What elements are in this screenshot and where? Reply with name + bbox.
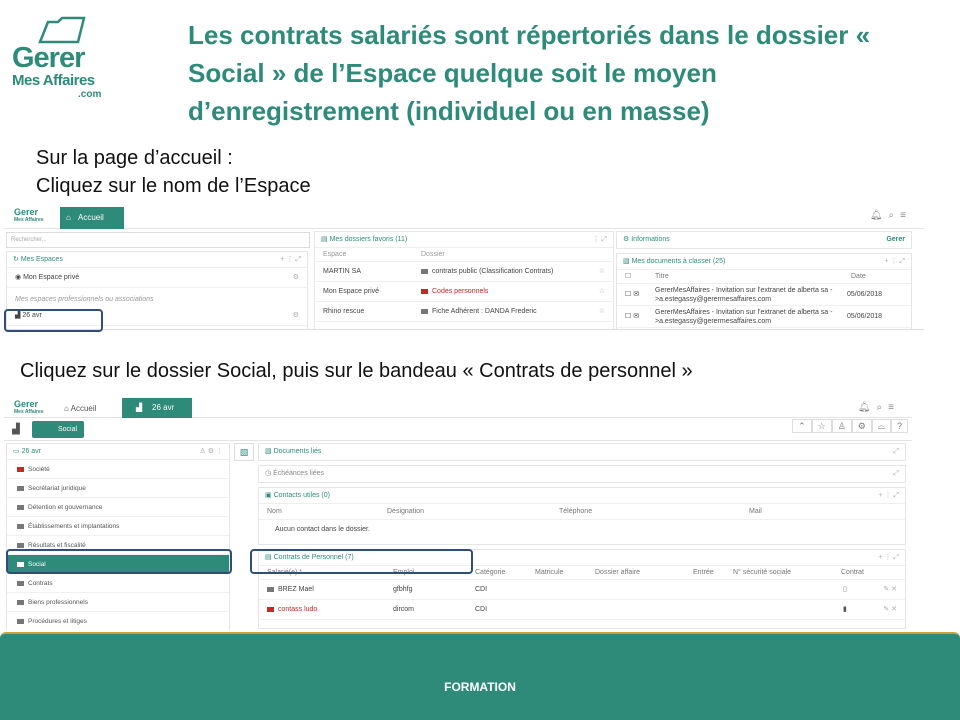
favori-row[interactable]: Mon Espace privé Codes personnels ☆ xyxy=(315,282,613,302)
contract-icon: ▤ xyxy=(265,554,274,561)
select-all-checkbox[interactable]: ☐ xyxy=(625,273,632,280)
panel-actions[interactable]: + ⋮ ⤢ xyxy=(280,256,301,263)
favori-row[interactable]: MARTIN SA contrats public (Classification Contrats) ☆ xyxy=(315,262,613,282)
top-bar xyxy=(4,205,924,229)
sidebar-item-etablissements[interactable]: Établissements et implantations xyxy=(7,517,229,536)
star-icon[interactable]: ☆ xyxy=(598,308,605,315)
footer-label: FORMATION xyxy=(444,680,516,694)
settings-icon[interactable]: ⚙ xyxy=(292,274,299,281)
documents-header-row: ☐ Titre Date xyxy=(617,270,911,284)
sidebar-item-contrats[interactable]: Contrats xyxy=(7,574,229,593)
section-actions xyxy=(792,421,908,432)
document-icon[interactable]: ▧ xyxy=(234,443,254,461)
factory-icon: ▟ xyxy=(12,424,20,435)
home-icon: ⌂ xyxy=(66,213,71,222)
instruction-step1-line2: Cliquez sur le nom de l’Espace xyxy=(36,175,311,197)
panel-favoris xyxy=(314,231,614,330)
highlight-contrats xyxy=(250,549,473,574)
top-bar xyxy=(4,397,912,418)
settings-icon[interactable]: ⚙ xyxy=(852,419,872,433)
factory-icon: ▟ xyxy=(136,403,143,412)
contacts-header-row: Nom Désignation Téléphone Mail xyxy=(259,504,905,520)
espace-item[interactable]: ◉ Mon Espace privé ⚙ xyxy=(7,268,307,288)
menu-icon[interactable]: ≡ xyxy=(888,402,900,413)
sidebar-header: ▭ 26 avr ♙ ⚙ ⋮ xyxy=(7,444,229,460)
help-icon[interactable]: ? xyxy=(891,419,908,433)
screenshot-espace xyxy=(4,397,912,630)
panel-espaces-header: ↻ Mes Espaces + ⋮ ⤢ xyxy=(7,252,307,268)
factory-icon: ▟ xyxy=(15,312,23,319)
highlight-social xyxy=(6,549,232,574)
panel-documents xyxy=(616,253,912,330)
favoris-header-row: Espace Dossier xyxy=(315,248,613,262)
espaces-group-label: Mes espaces professionnels ou associations xyxy=(15,296,154,303)
folder-logo-icon xyxy=(38,16,88,44)
panel-favoris-header: ▤ Mes dossiers favoris (11) ⋮ ⤢ xyxy=(315,232,613,248)
document-icon: ▧ xyxy=(265,448,274,455)
sidebar-item-procedures[interactable]: Procédures et litiges xyxy=(7,612,229,630)
instruction-step1 xyxy=(36,144,311,200)
document-icon: ▧ xyxy=(623,258,632,265)
collapse-icon[interactable]: ⌃ xyxy=(792,419,812,433)
user-icon: ◉ xyxy=(15,274,24,281)
top-icons xyxy=(870,210,912,221)
row-checkbox[interactable]: ☐ ✉ xyxy=(625,291,640,298)
folder-icon: ▤ xyxy=(321,236,330,243)
sidebar-item-resultats[interactable]: Résultats et fiscalité xyxy=(7,536,229,555)
row-actions[interactable]: ✎ ✕ xyxy=(883,586,897,593)
instruction-step1-line1: Sur la page d’accueil : xyxy=(36,147,233,169)
slide-title: Les contrats salariés sont répertoriés dans le dossier « Social » de l’Espace quelque soit le moyen d’enregistrement (individuel ou en masse) xyxy=(188,20,871,126)
clock-icon: ◷ xyxy=(265,470,274,477)
top-icons xyxy=(858,402,900,413)
info-logo: Gerer xyxy=(886,236,905,243)
row-checkbox[interactable]: ☐ ✉ xyxy=(625,313,640,320)
sidebar-item-detention[interactable]: Détention et gouvernance xyxy=(7,498,229,517)
search-input[interactable]: Rechercher... xyxy=(6,232,310,248)
espace-item-26avr[interactable]: ▟ 26 avr ⚙ xyxy=(7,306,307,326)
sidebar-item-biens[interactable]: Biens professionnels xyxy=(7,593,229,612)
screenshot-home xyxy=(4,205,924,330)
panel-echeances[interactable]: ◷ Échéances liées ⤢ xyxy=(258,465,906,483)
star-icon[interactable]: ☆ xyxy=(598,288,605,295)
sidebar-item-social[interactable]: Social xyxy=(7,555,229,574)
menu-icon[interactable]: ≡ xyxy=(900,210,912,221)
tab-home[interactable]: ⌂ Accueil xyxy=(64,404,97,413)
tab-espace[interactable]: ▟ 26 avr xyxy=(122,398,192,418)
document-row[interactable]: ☐ ✉ GererMesAffaires - Invitation sur l'extranet de alberta sa - >a.estegassy@gerermesaffaires.com 05/06/2018 xyxy=(617,306,911,328)
panel-informations xyxy=(616,231,912,249)
instruction-step2: Cliquez sur le dossier Social, puis sur le bandeau « Contrats de personnel » xyxy=(20,360,693,382)
sidebar xyxy=(6,443,230,630)
panel-actions[interactable]: + ⋮ ⤢ xyxy=(884,258,905,265)
mini-logo: Gerer Mes Affaires xyxy=(14,207,44,223)
sidebar-item-societe[interactable]: Société xyxy=(7,460,229,479)
bell-icon[interactable]: 🔔︎ xyxy=(869,210,889,221)
star-icon[interactable]: ☆ xyxy=(812,419,832,433)
search-icon[interactable]: ⌕ xyxy=(888,210,901,221)
contrats-header-row: Salarié(e) * Emploi Catégorie Matricule Dossier affaire Entrée N° sécurité sociale Contrat xyxy=(259,566,905,580)
contrat-row[interactable]: contass ludo dircom CDI ▮ ✎ ✕ xyxy=(259,600,905,620)
mini-logo: Gerer Mes Affaires xyxy=(14,399,44,415)
contact-icon: ▣ xyxy=(265,492,274,499)
brand-logo xyxy=(8,16,108,100)
contacts-empty: Aucun contact dans le dossier. xyxy=(275,526,370,533)
space-icon: ▭ xyxy=(13,448,22,455)
cake-icon[interactable]: ⌓ xyxy=(872,419,891,433)
sidebar-item-secretariat[interactable]: Secrétariat juridique xyxy=(7,479,229,498)
logo-line1: Gerer xyxy=(12,42,85,74)
users-icon[interactable]: ♙ xyxy=(832,419,852,433)
panel-actions[interactable]: ⋮ ⤢ xyxy=(592,236,607,243)
panel-contacts-header: ▣ Contacts utiles (0) + ⋮ ⤢ xyxy=(259,488,905,504)
contract-file-icon[interactable]: ▯ xyxy=(843,586,847,593)
panel-contrats-header[interactable]: ▤ Contrats de Personnel (7) + ⋮ ⤢ xyxy=(259,550,905,566)
panel-documents-header: ▧ Mes documents à classer (25) + ⋮ ⤢ xyxy=(617,254,911,270)
logo-line2: Mes Affaires xyxy=(12,72,95,89)
settings-icon[interactable]: ⚙ xyxy=(292,312,299,319)
panel-informations-header: ⚙ Informations Gerer xyxy=(617,232,911,248)
gear-icon: ⚙ xyxy=(623,236,632,243)
refresh-icon: ↻ xyxy=(13,256,21,263)
home-icon: ⌂ xyxy=(64,404,71,413)
sidebar-actions[interactable]: ♙ ⚙ ⋮ xyxy=(199,448,223,455)
document-row[interactable]: ☐ ✉ GererMesAffaires - Invitation sur l'extranet de alberta sa - >a.estegassy@gerermesaffaires.com 05/06/2018 xyxy=(617,284,911,306)
section-bar xyxy=(4,419,912,441)
star-icon[interactable]: ☆ xyxy=(598,268,605,275)
panel-contacts xyxy=(258,487,906,545)
highlight-espace xyxy=(4,309,103,332)
contrat-row[interactable]: BREZ Mael gfbhfg CDI ▯ ✎ ✕ xyxy=(259,580,905,600)
social-chip[interactable]: Social xyxy=(32,421,84,438)
contract-file-icon[interactable]: ▮ xyxy=(843,606,847,613)
footer-banner xyxy=(0,632,960,720)
search-icon[interactable]: ⌕ xyxy=(876,402,889,413)
panel-documents-lies[interactable]: ▧ Documents liés ⤢ xyxy=(258,443,906,461)
row-actions[interactable]: ✎ ✕ xyxy=(883,606,897,613)
bell-icon[interactable]: 🔔︎ xyxy=(857,402,877,413)
logo-line3: .com xyxy=(78,89,102,100)
favori-row[interactable]: Rhino rescue Fiche Adhérent : DANDA Frederic ☆ xyxy=(315,302,613,322)
tab-home[interactable]: ⌂ Accueil xyxy=(60,207,124,229)
